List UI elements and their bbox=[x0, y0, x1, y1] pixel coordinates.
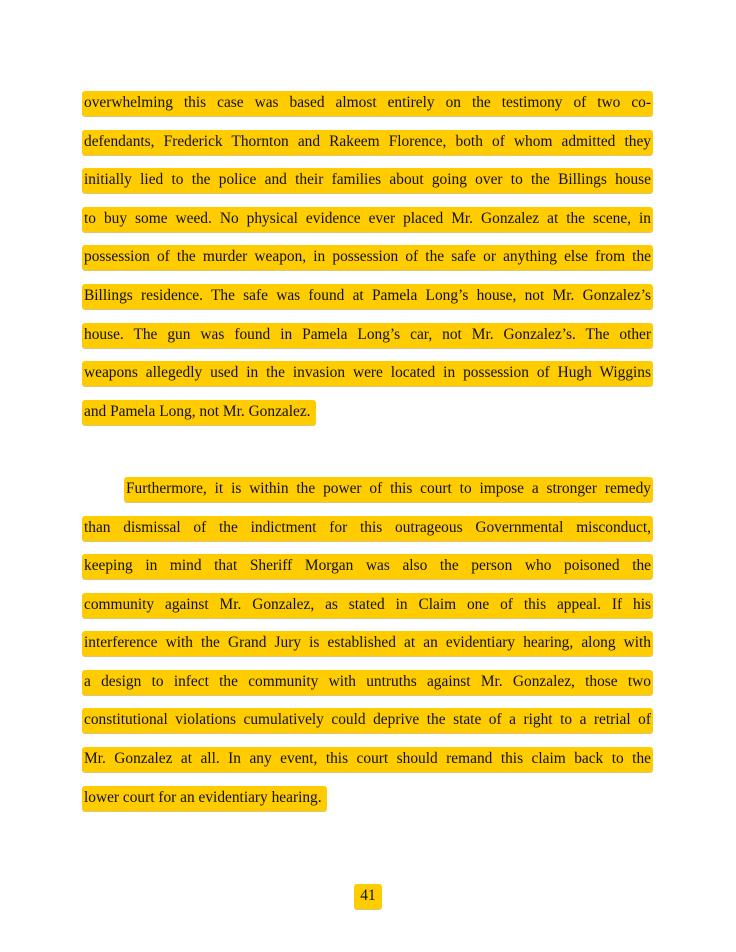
highlighted-text-line bbox=[82, 123, 653, 162]
text-highlight: Mr. Gonzalez at all. In any event, this court should remand this claim back to the bbox=[82, 747, 653, 772]
document-body bbox=[82, 84, 653, 817]
text-highlight: a design to infect the community with untruths against Mr. Gonzalez, those two bbox=[82, 670, 653, 695]
text-highlight: house. The gun was found in Pamela Long’s car, not Mr. Gonzalez’s. The other bbox=[82, 323, 653, 348]
page-number-value: 41 bbox=[354, 884, 381, 909]
highlighted-text-line bbox=[82, 354, 653, 393]
highlighted-text-line bbox=[82, 779, 653, 818]
highlighted-text-line bbox=[82, 509, 653, 548]
text-highlight: weapons allegedly used in the invasion were located in possession of Hugh Wiggins bbox=[82, 361, 653, 386]
highlighted-text-line bbox=[82, 393, 653, 432]
highlighted-text-line bbox=[82, 740, 653, 779]
paragraph-1 bbox=[82, 84, 653, 431]
text-highlight: interference with the Grand Jury is established at an evidentiary hearing, along with bbox=[82, 631, 653, 656]
text-highlight: community against Mr. Gonzalez, as stated in Claim one of this appeal. If his bbox=[82, 593, 653, 618]
highlighted-text-line bbox=[82, 624, 653, 663]
paragraph-gap bbox=[82, 431, 653, 470]
text-highlight: than dismissal of the indictment for this outrageous Governmental misconduct, bbox=[82, 516, 653, 541]
text-highlight: Furthermore, it is within the power of this court to impose a stronger remedy bbox=[124, 477, 653, 502]
paragraph-2 bbox=[82, 470, 653, 817]
text-highlight: constitutional violations cumulatively could deprive the state of a right to a retrial of bbox=[82, 708, 653, 733]
text-highlight: possession of the murder weapon, in possession of the safe or anything else from the bbox=[82, 245, 653, 270]
highlighted-text-line bbox=[82, 161, 653, 200]
text-highlight: lower court for an evidentiary hearing. bbox=[82, 786, 327, 811]
text-highlight: keeping in mind that Sheriff Morgan was also the person who poisoned the bbox=[82, 554, 653, 579]
highlighted-text-line bbox=[82, 84, 653, 123]
text-highlight: and Pamela Long, not Mr. Gonzalez. bbox=[82, 400, 316, 425]
text-highlight: to buy some weed. No physical evidence ever placed Mr. Gonzalez at the scene, in bbox=[82, 207, 653, 232]
highlighted-text-line bbox=[82, 200, 653, 239]
highlighted-text-line bbox=[82, 702, 653, 741]
page-number bbox=[0, 884, 736, 909]
text-highlight: overwhelming this case was based almost entirely on the testimony of two co- bbox=[82, 91, 653, 116]
text-highlight: Billings residence. The safe was found at Pamela Long’s house, not Mr. Gonzalez’s bbox=[82, 284, 653, 309]
highlighted-text-line bbox=[82, 663, 653, 702]
text-highlight: defendants, Frederick Thornton and Rakeem Florence, both of whom admitted they bbox=[82, 130, 653, 155]
highlighted-text-line bbox=[82, 470, 653, 509]
highlighted-text-line bbox=[82, 238, 653, 277]
highlighted-text-line bbox=[82, 277, 653, 316]
highlighted-text-line bbox=[82, 316, 653, 355]
highlighted-text-line bbox=[82, 586, 653, 625]
highlighted-text-line bbox=[82, 547, 653, 586]
text-highlight: initially lied to the police and their families about going over to the Billings house bbox=[82, 168, 653, 193]
